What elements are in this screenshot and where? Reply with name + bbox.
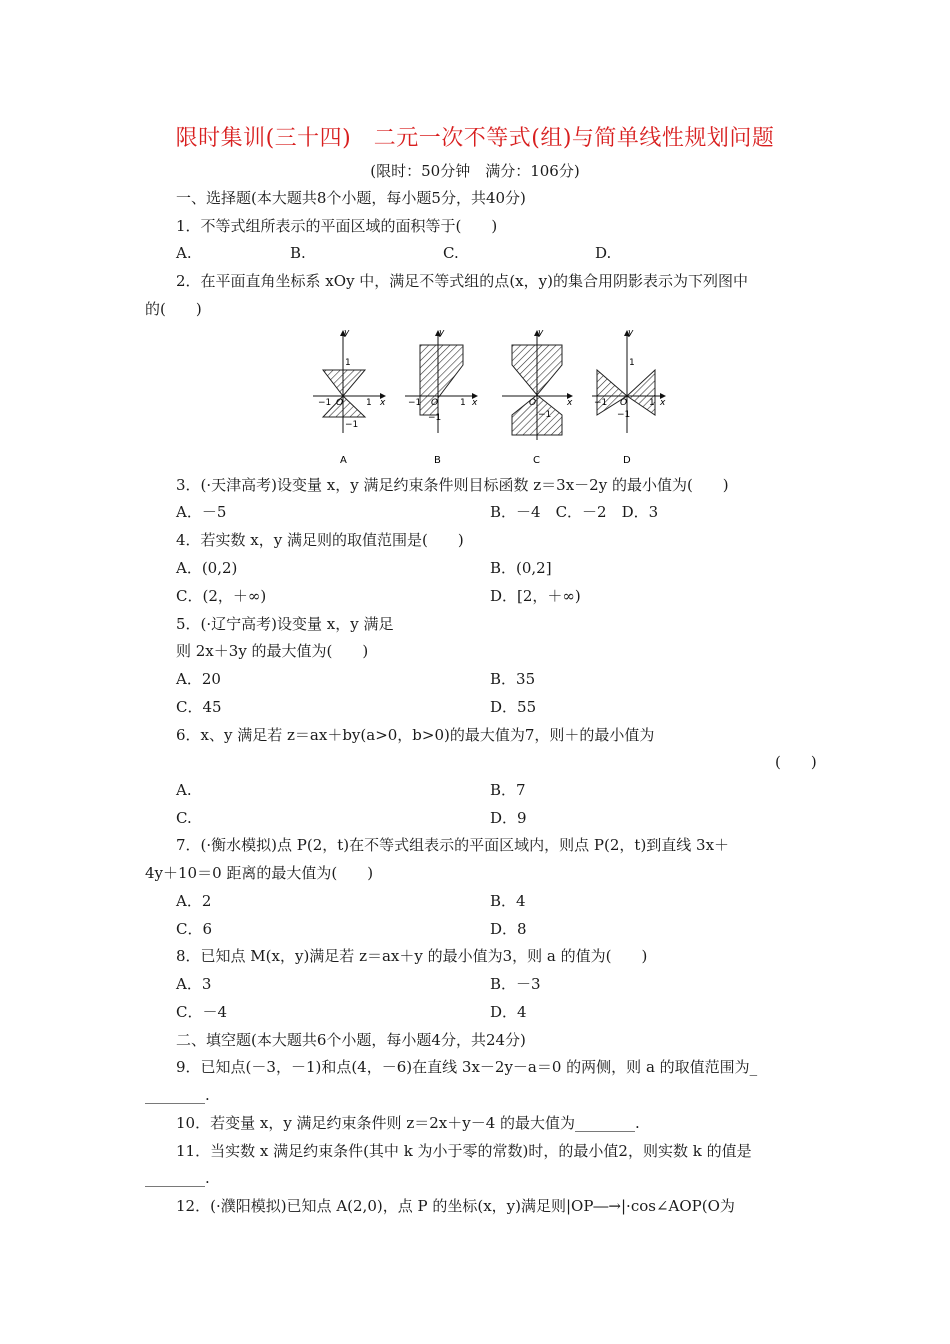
question-9: 9．已知点(－3，－1)和点(4，－6)在直线 3x－2y－a＝0 的两侧，则 a 的取值范围为_ (176, 1058, 758, 1076)
question-2: 2．在平面直角坐标系 xOy 中，满足不等式组的点(x，y)的集合用阴影表示为下列图中 (176, 272, 748, 290)
panel-a (313, 328, 386, 466)
q6-option-a: A. (176, 781, 192, 799)
section-heading: 一、选择题(本大题共8个小题，每小题5分，共40分) (176, 189, 526, 207)
y-axis-label: y (344, 328, 350, 338)
origin-label: O (431, 398, 439, 408)
tick-label: −1 (318, 398, 332, 408)
question-4: 4．若实数 x，y 满足则的取值范围是( ) (176, 531, 464, 549)
q1-option-a: A. (176, 244, 192, 262)
question-1: 1．不等式组所表示的平面区域的面积等于( ) (176, 217, 498, 235)
x-axis-label: x (472, 398, 478, 408)
question-11: 11．当实数 x 满足约束条件(其中 k 为小于零的常数)时，的最小值2，则实数 k 的值是 (176, 1142, 752, 1160)
q8-option-c: C．－4 (176, 1003, 228, 1021)
q5-option-b: B．35 (490, 670, 536, 688)
q7-option-a: A．2 (176, 892, 212, 910)
region-figure (300, 325, 680, 470)
section-heading: 二、填空题(本大题共6个小题，每小题4分，共24分) (176, 1031, 526, 1049)
panel-label-d: D (623, 455, 631, 466)
q6-option-d: D．9 (490, 809, 527, 827)
q5-option-c: C．45 (176, 698, 222, 716)
y-axis-label: y (538, 328, 544, 338)
q8-option-b: B．－3 (490, 975, 541, 993)
tick-label: −1 (345, 420, 359, 430)
panel-d (592, 328, 666, 466)
q3-option-a: A．－5 (176, 503, 227, 521)
q7-option-c: C．6 (176, 920, 213, 938)
panel-b (405, 328, 478, 466)
q4-option-c: C．(2，＋∞) (176, 587, 267, 605)
tick-label: 1 (629, 358, 635, 368)
q7-option-b: B．4 (490, 892, 526, 910)
q6-answer-paren: ( ) (775, 753, 817, 771)
q7-option-d: D．8 (490, 920, 527, 938)
question-12: 12．(·濮阳模拟)已知点 A(2,0)，点 P 的坐标(x，y)满足则|OP―→|·cos∠AOP(O为 (176, 1197, 735, 1215)
q8-option-d: D．4 (490, 1003, 527, 1021)
tick-label: −1 (408, 398, 422, 408)
panel-c (502, 328, 573, 466)
q4-option-b: B．(0,2] (490, 559, 552, 577)
q4-option-d: D．[2，＋∞) (490, 587, 581, 605)
x-axis-label: x (380, 398, 386, 408)
question-2-cont: 的( ) (145, 300, 202, 318)
question-7: 7．(·衡水模拟)点 P(2，t)在不等式组表示的平面区域内，则点 P(2，t)到直线 3x＋ (176, 836, 730, 854)
question-5-cont: 则 2x＋3y 的最大值为( ) (176, 642, 369, 660)
question-11-cont: ________. (145, 1169, 210, 1187)
tick-label: −1 (617, 410, 631, 420)
question-10: 10．若变量 x，y 满足约束条件则 z＝2x＋y－4 的最大值为________. (176, 1114, 640, 1132)
page-title: 限时集训(三十四) 二元一次不等式(组)与简单线性规划问题 (175, 126, 775, 151)
q8-option-a: A．3 (176, 975, 212, 993)
q6-option-b: B．7 (490, 781, 526, 799)
tick-label: 1 (649, 398, 655, 408)
q5-option-a: A．20 (176, 670, 221, 688)
y-axis-label: y (439, 328, 445, 338)
tick-label: 1 (345, 358, 351, 368)
question-7-cont: 4y＋10＝0 距离的最大值为( ) (145, 864, 374, 882)
tick-label: 1 (366, 398, 372, 408)
question-8: 8．已知点 M(x，y)满足若 z＝ax＋y 的最小值为3，则 a 的值为( ) (176, 947, 648, 965)
question-6: 6．x、y 满足若 z＝ax＋by(a>0，b>0)的最大值为7，则＋的最小值为 (176, 726, 655, 744)
q4-option-a: A．(0,2) (176, 559, 238, 577)
origin-label: O (529, 398, 537, 408)
question-9-cont: ________. (145, 1086, 210, 1104)
q1-option-d: D. (595, 244, 612, 262)
question-5: 5．(·辽宁高考)设变量 x，y 满足 (176, 615, 394, 633)
q5-option-d: D．55 (490, 698, 537, 716)
q6-option-c: C. (176, 809, 192, 827)
panel-label-c: C (533, 455, 540, 466)
y-axis-label: y (628, 328, 634, 338)
q1-option-b: B. (290, 244, 306, 262)
tick-label: −1 (428, 413, 442, 423)
tick-label: −1 (594, 398, 608, 408)
tick-label: −1 (538, 410, 552, 420)
q1-option-c: C. (443, 244, 459, 262)
q3-options-bcd: B．－4 C．－2 D．3 (490, 503, 659, 521)
page-subtitle: (限时：50分钟 满分：106分) (370, 162, 580, 180)
origin-label: O (336, 398, 344, 408)
panel-label-a: A (340, 455, 347, 466)
x-axis-label: x (660, 398, 666, 408)
origin-label: O (620, 398, 628, 408)
x-axis-label: x (567, 398, 573, 408)
tick-label: 1 (460, 398, 466, 408)
question-3: 3．(·天津高考)设变量 x，y 满足约束条件则目标函数 z＝3x－2y 的最小值为( ) (176, 476, 729, 494)
panel-label-b: B (434, 455, 441, 466)
